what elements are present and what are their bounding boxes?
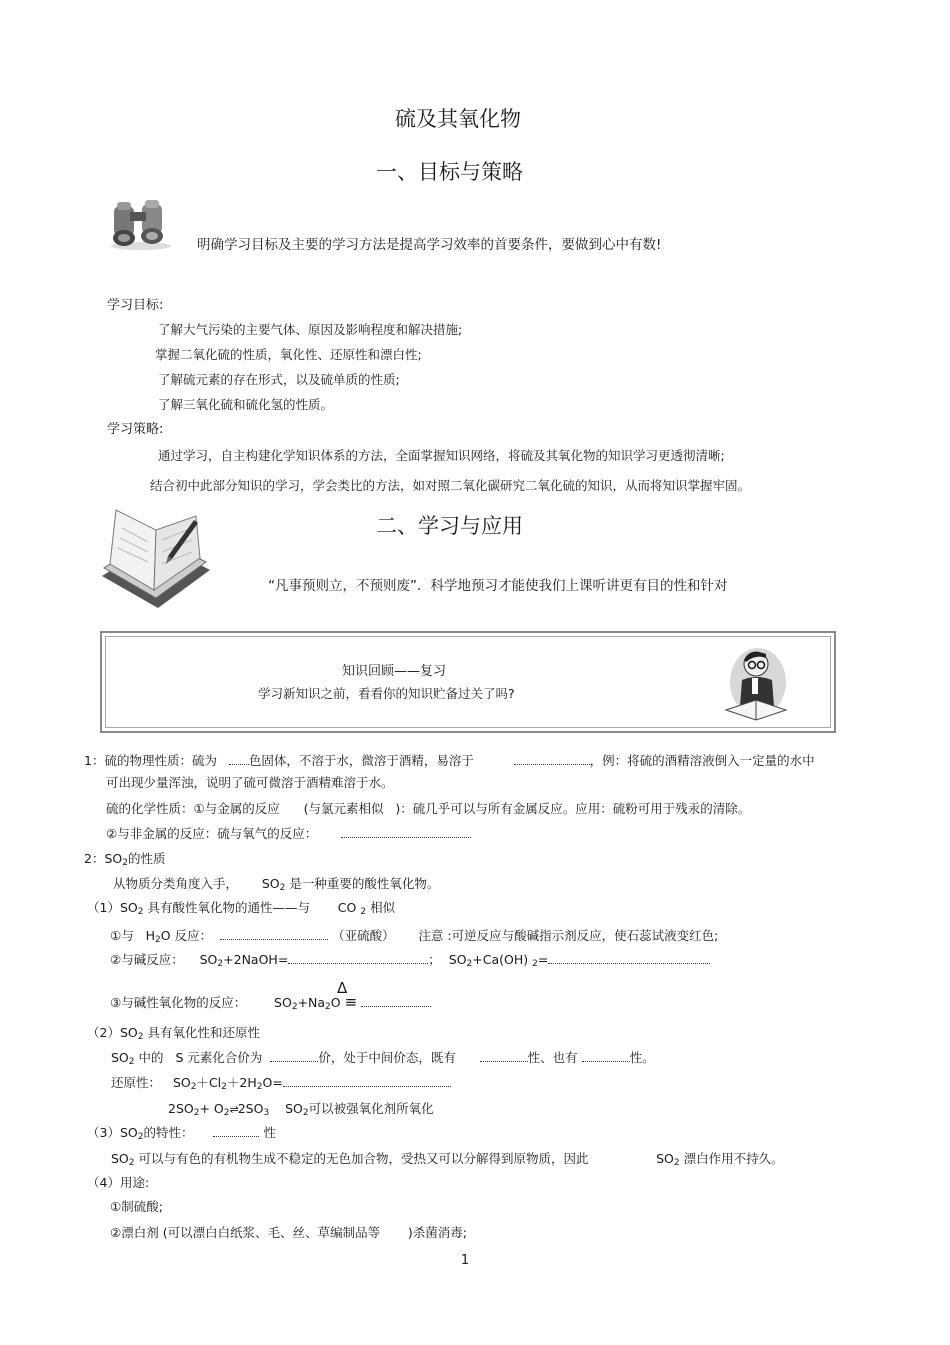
- goals-label: 学习目标:: [107, 298, 164, 313]
- q1-line4: ②与非金属的反应：硫与氧气的反应：: [106, 826, 471, 842]
- strategy-label: 学习策略:: [107, 422, 164, 437]
- goal-item: 了解三氧化硫和硫化氢的性质。: [158, 397, 334, 412]
- review-title: 知识回顾——复习: [342, 664, 447, 679]
- section1-title: 一、目标与策略: [376, 160, 523, 184]
- q2-intro: 从物质分类角度入手， $SO_2$ 是一种重要的酸性氧化物。: [113, 876, 440, 893]
- q2-bleach: $SO_2$ 可以与有色的有机物生成不稳定的无色加合物，受热又可以分解得到原物质，因此 $SO_2$ 漂白作用不持久。: [111, 1151, 784, 1168]
- review-subtitle: 学习新知识之前，看看你的知识贮备过关了吗?: [258, 686, 515, 701]
- goal-item: 了解大气污染的主要气体、原因及影响程度和解决措施;: [158, 322, 463, 337]
- q2-equilibrium: $2SO_2+$ $O_2\rightleftharpoons 2SO_3$ $SO_2$可以被强氧化剂所氧化: [168, 1101, 434, 1118]
- document-title: 硫及其氧化物: [395, 107, 521, 131]
- q2-part4: （4）用途:: [87, 1175, 150, 1190]
- q2-reducing: 还原性： $SO_2+Cl_2+2H_2O=$: [111, 1075, 451, 1091]
- q2-reaction-basic-oxide: ③与碱性氧化物的反应： $SO_2+Na_2O$ ≡: [110, 994, 431, 1011]
- goal-item: 了解硫元素的存在形式，以及硫单质的性质;: [158, 372, 400, 387]
- section1-tip: 明确学习目标及主要的学习方法是提高学习效率的首要条件，要做到心中有数!: [197, 237, 662, 253]
- section2-title: 二、学习与应用: [376, 514, 523, 538]
- strategy-item: 结合初中此部分知识的学习，学会类比的方法，如对照二氧化碳研究二氧化硫的知识，从而将知识掌握牢固。: [150, 478, 751, 493]
- page-number: 1: [460, 1253, 470, 1268]
- q2-use-2: ②漂白剂 (可以漂白白纸浆、毛、丝、草编制品等 )杀菌消毒;: [110, 1225, 468, 1240]
- goal-item: 掌握二氧化硫的性质，氧化性、还原性和漂白性;: [155, 347, 422, 362]
- q1-line2: 可出现少量浑浊，说明了硫可微溶于酒精难溶于水。: [106, 775, 394, 790]
- q2-valence: $SO_2$ 中的 S 元素化合价为 价，处于中间价态，既有 性、也有 性。: [111, 1050, 655, 1067]
- section2-tip: “凡事预则立，不预则废”．科学地预习才能使我们上课听讲更有目的性和针对: [268, 578, 728, 594]
- q2-heading: 2：$SO_2$的性质: [84, 851, 166, 868]
- book-pen-icon: [98, 506, 214, 616]
- q2-part2: $(2)SO_2$ 具有氧化性和还原性: [87, 1025, 260, 1042]
- student-reading-icon: [720, 640, 790, 722]
- heat-symbol: Δ: [337, 979, 348, 997]
- q1-line1: 1：硫的物理性质：硫为 色固体，不溶于水，微溶于酒精，易溶于 ，例：将硫的酒精溶液倒入一定量的水中: [84, 753, 815, 768]
- q2-reaction-water: ①与 $H_2O$ 反应： （亚硫酸） 注意 :可逆反应与酸碱指示剂反应，使石蕊试液变红色;: [110, 928, 719, 945]
- q2-reaction-base: ②与碱反应： $SO_2+2NaOH=$ ； $SO_2+Ca(OH)$ $_2$=: [110, 952, 710, 968]
- q2-part3: $(3)SO_2$的特性： 性: [87, 1125, 276, 1142]
- strategy-item: 通过学习，自主构建化学知识体系的方法，全面掌握知识网络，将硫及其氧化物的知识学习更透彻清晰;: [158, 448, 725, 463]
- q1-line3: 硫的化学性质：①与金属的反应 (与氯元素相似 )：硫几乎可以与所有金属反应。应用：硫粉可用于残汞的清除。: [106, 801, 751, 816]
- q2-use-1: ①制硫酸;: [110, 1199, 163, 1214]
- q2-part1: $(1)SO_2$ 具有酸性氧化物的通性——与 CO $_2$ 相似: [87, 900, 396, 917]
- binoculars-icon: [108, 198, 174, 250]
